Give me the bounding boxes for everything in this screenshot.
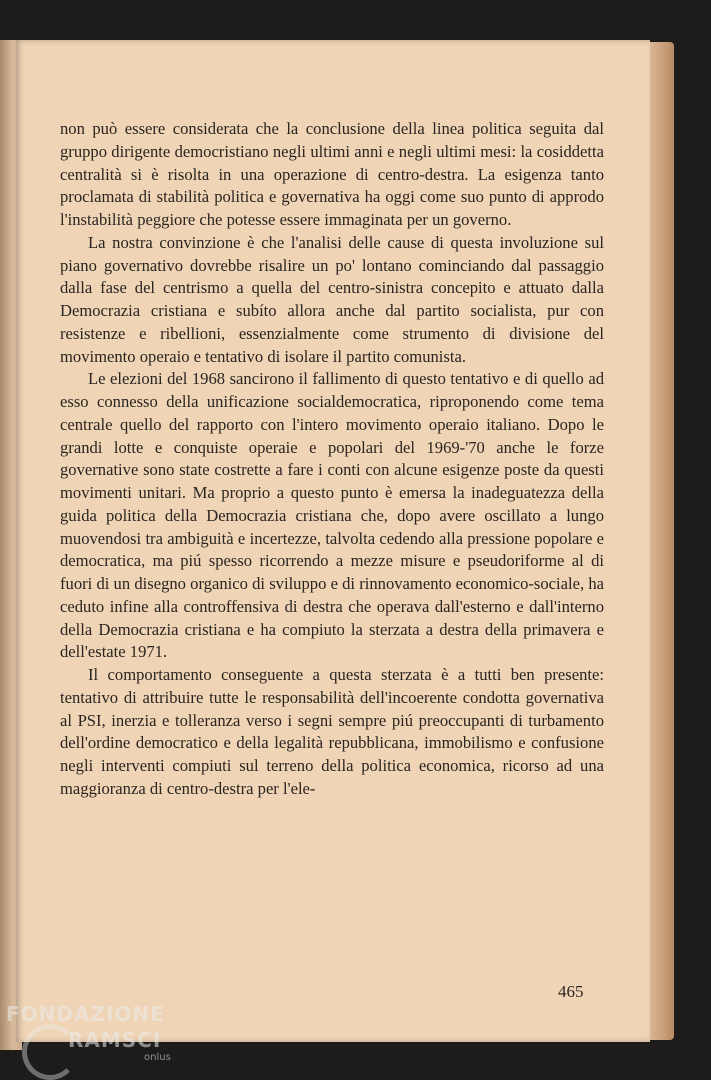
paragraph-4: Il comportamento conseguente a questa sterzata è a tutti ben presente: tentativo di attribuire tutte le responsabilità dell'incoerente condotta governativa al PSI, inerzia e tolleranza verso i segni sempre piú preoccupanti di turbamento dell'ordine democratico e della legalità repubblicana, immobilismo e confusione negli interventi compiuti sul terreno della politica economica, ricorso ad una maggioranza di centro-destra per l'ele- (60, 665, 604, 798)
book-page (16, 40, 650, 1042)
watermark-subtitle: onlus (144, 1052, 171, 1063)
paragraph-2: La nostra convinzione è che l'analisi delle cause di questa involuzione sul piano governativo dovrebbe risalire un po' lontano cominciando dal passaggio dalla fase del centrismo a quella del centro-sinistra concepito e attuato dalla Democrazia cristiana e subíto allora anche dal partito socialista, pur con resistenze e ribellioni, essenzialmente come strumento di divisione del movimento operaio e tentativo di isolare il partito comunista. (60, 232, 604, 366)
watermark-line-2: RAMSCI (68, 1028, 162, 1052)
watermark (6, 1002, 165, 1052)
paragraph-3: Le elezioni del 1968 sancirono il fallimento di questo tentativo e di quello ad esso connesso della unificazione socialdemocratica, riproponendo come tema centrale quello del rapporto con l'intero movimento operaio italiano. Dopo le grandi lotte e conquiste operaie e popolari del 1969-'70 anche le forze governative sono state costrette a fare i conti con alcune esigenze poste da questi movimenti unitari. Ma proprio a questo punto è emersa la inadeguatezza della guida politica della Democrazia cristiana che, dopo avere oscillato a lungo muovendosi tra ambiguità e incertezze, talvolta cedendo alla pressione popolare e democratica, ma piú spesso ricorrendo a mezze misure e pseudoriforme al di fuori di un disegno organico di sviluppo e di rinnovamento economico-sociale, ha ceduto infine alla controffensiva di destra che operava dall'esterno e dall'interno della Democrazia cristiana e ha compiuto la sterzata a destra della primavera e dell'estate 1971. (60, 369, 604, 662)
body-text (60, 118, 604, 801)
paragraph-1: non può essere considerata che la conclusione della linea politica seguita dal gruppo dirigente democristiano negli ultimi anni e negli ultimi mesi: la cosiddetta centralità si è risolta in una operazione di centro-destra. La esigenza tanto proclamata di stabilità politica e governativa ha oggi come suo punto di approdo l'instabilità peggiore che potesse essere immaginata per un governo. (60, 119, 604, 229)
page-number: 465 (558, 982, 584, 1001)
watermark-line-1: FONDAZIONE (6, 1002, 165, 1026)
